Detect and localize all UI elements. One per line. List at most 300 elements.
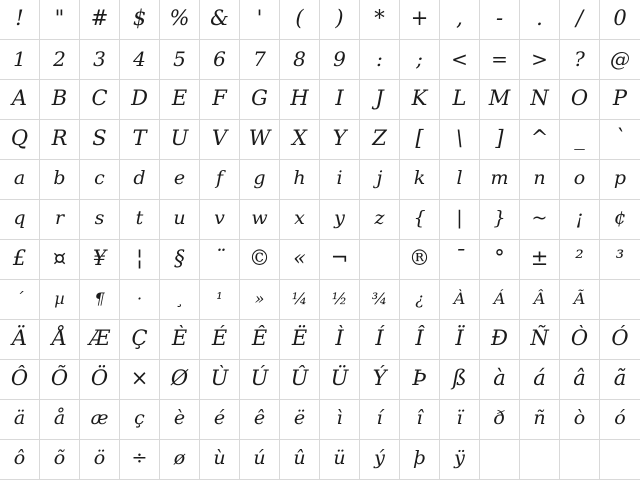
glyph-cell[interactable] bbox=[40, 0, 80, 40]
glyph-cell[interactable] bbox=[40, 120, 80, 160]
glyph-cell[interactable] bbox=[440, 0, 480, 40]
glyph-cell[interactable] bbox=[280, 40, 320, 80]
glyph-cell[interactable] bbox=[120, 0, 160, 40]
glyph-cell[interactable] bbox=[200, 0, 240, 40]
glyph-cell[interactable] bbox=[160, 440, 200, 480]
glyph: ê bbox=[253, 407, 266, 429]
glyph-cell[interactable] bbox=[120, 440, 160, 480]
glyph-cell[interactable] bbox=[360, 40, 400, 80]
glyph-cell[interactable] bbox=[480, 240, 520, 280]
glyph-cell[interactable] bbox=[520, 0, 560, 40]
glyph: û bbox=[293, 447, 306, 469]
glyph-cell[interactable] bbox=[200, 40, 240, 80]
glyph-cell[interactable] bbox=[80, 80, 120, 120]
glyph-cell[interactable] bbox=[600, 0, 640, 40]
glyph-cell[interactable] bbox=[440, 360, 480, 400]
glyph-cell[interactable] bbox=[0, 40, 40, 80]
glyph: Þ bbox=[412, 366, 427, 390]
glyph-cell[interactable] bbox=[600, 40, 640, 80]
glyph-cell[interactable] bbox=[320, 320, 360, 360]
glyph: í bbox=[376, 407, 383, 429]
glyph-cell[interactable] bbox=[200, 160, 240, 200]
glyph-cell[interactable] bbox=[480, 400, 520, 440]
glyph-cell[interactable] bbox=[80, 320, 120, 360]
glyph-cell[interactable] bbox=[600, 80, 640, 120]
glyph-cell[interactable] bbox=[560, 440, 600, 480]
glyph-cell[interactable] bbox=[0, 160, 40, 200]
glyph-cell[interactable] bbox=[80, 400, 120, 440]
glyph: J bbox=[375, 86, 384, 110]
glyph: : bbox=[376, 46, 383, 71]
glyph-cell[interactable] bbox=[240, 200, 280, 240]
glyph-cell[interactable] bbox=[480, 80, 520, 120]
glyph-cell[interactable] bbox=[400, 120, 440, 160]
glyph-cell[interactable] bbox=[360, 440, 400, 480]
glyph-cell[interactable] bbox=[160, 80, 200, 120]
glyph-cell[interactable] bbox=[400, 280, 440, 320]
glyph: É bbox=[211, 326, 228, 350]
glyph: a bbox=[13, 167, 26, 189]
glyph: 9 bbox=[333, 46, 346, 71]
glyph: ì bbox=[336, 407, 343, 429]
glyph-cell[interactable] bbox=[80, 360, 120, 400]
glyph-cell[interactable] bbox=[520, 120, 560, 160]
glyph: Ð bbox=[491, 326, 508, 350]
glyph: n bbox=[533, 167, 546, 189]
glyph-cell[interactable] bbox=[320, 440, 360, 480]
glyph: @ bbox=[610, 46, 630, 71]
glyph-cell[interactable] bbox=[240, 160, 280, 200]
glyph: Ø bbox=[170, 366, 189, 390]
glyph: ö bbox=[93, 447, 106, 469]
glyph-cell[interactable] bbox=[320, 200, 360, 240]
glyph-cell[interactable] bbox=[560, 0, 600, 40]
glyph: ± bbox=[530, 246, 549, 270]
glyph: ÷ bbox=[131, 447, 148, 469]
glyph-cell[interactable] bbox=[200, 320, 240, 360]
glyph: / bbox=[575, 6, 584, 30]
glyph-cell[interactable] bbox=[120, 200, 160, 240]
glyph: O bbox=[570, 86, 589, 110]
glyph-cell[interactable] bbox=[560, 280, 600, 320]
glyph-cell[interactable] bbox=[480, 0, 520, 40]
glyph: ³ bbox=[615, 246, 625, 270]
glyph-cell[interactable] bbox=[0, 0, 40, 40]
glyph: 2 bbox=[53, 46, 66, 71]
glyph-cell[interactable] bbox=[360, 0, 400, 40]
glyph: f bbox=[215, 167, 224, 189]
glyph: , bbox=[456, 6, 463, 30]
glyph: ¸ bbox=[175, 288, 184, 308]
glyph-cell[interactable] bbox=[560, 120, 600, 160]
glyph-cell[interactable] bbox=[0, 400, 40, 440]
glyph-cell[interactable] bbox=[0, 440, 40, 480]
glyph-cell[interactable] bbox=[520, 400, 560, 440]
glyph-cell[interactable] bbox=[520, 280, 560, 320]
glyph: ; bbox=[416, 46, 423, 71]
glyph-cell[interactable] bbox=[160, 400, 200, 440]
glyph: x bbox=[294, 207, 305, 229]
glyph-cell[interactable] bbox=[0, 80, 40, 120]
glyph: 0 bbox=[613, 6, 627, 30]
glyph: r bbox=[54, 207, 65, 229]
glyph: U bbox=[170, 126, 189, 150]
glyph: F bbox=[212, 86, 227, 110]
glyph-cell[interactable] bbox=[80, 40, 120, 80]
glyph-cell[interactable] bbox=[40, 360, 80, 400]
glyph: ' bbox=[256, 6, 263, 30]
glyph: I bbox=[335, 86, 344, 110]
glyph-cell[interactable] bbox=[440, 440, 480, 480]
glyph-cell[interactable] bbox=[240, 0, 280, 40]
glyph-cell[interactable] bbox=[600, 320, 640, 360]
glyph: 1 bbox=[13, 46, 26, 71]
glyph: · bbox=[136, 288, 143, 308]
glyph: Õ bbox=[50, 366, 69, 390]
glyph: Â bbox=[533, 288, 546, 308]
glyph-cell[interactable] bbox=[240, 120, 280, 160]
glyph: Ì bbox=[335, 326, 344, 350]
glyph-cell[interactable] bbox=[40, 280, 80, 320]
glyph-cell[interactable] bbox=[120, 360, 160, 400]
glyph-cell[interactable] bbox=[240, 400, 280, 440]
glyph-cell[interactable] bbox=[440, 400, 480, 440]
glyph-cell[interactable] bbox=[600, 400, 640, 440]
glyph: è bbox=[173, 407, 186, 429]
glyph-cell[interactable] bbox=[160, 120, 200, 160]
glyph-cell[interactable] bbox=[160, 40, 200, 80]
glyph: ã bbox=[613, 366, 627, 390]
glyph: e bbox=[173, 167, 186, 189]
glyph: Á bbox=[493, 288, 506, 308]
glyph: * bbox=[374, 6, 385, 30]
glyph-cell[interactable] bbox=[40, 80, 80, 120]
glyph-cell[interactable] bbox=[520, 360, 560, 400]
glyph: » bbox=[254, 288, 265, 308]
glyph: R bbox=[51, 126, 68, 150]
glyph-cell[interactable] bbox=[320, 360, 360, 400]
glyph-cell[interactable] bbox=[160, 240, 200, 280]
glyph: 6 bbox=[213, 46, 226, 71]
glyph-cell[interactable] bbox=[80, 160, 120, 200]
glyph-cell[interactable] bbox=[360, 360, 400, 400]
glyph: ^ bbox=[530, 126, 549, 150]
glyph: B bbox=[51, 86, 68, 110]
glyph: % bbox=[169, 6, 190, 30]
glyph: ² bbox=[575, 246, 584, 270]
glyph-cell[interactable] bbox=[160, 280, 200, 320]
glyph-cell[interactable] bbox=[0, 240, 40, 280]
glyph: ¥ bbox=[92, 246, 107, 270]
glyph-cell[interactable] bbox=[400, 200, 440, 240]
glyph: ] bbox=[495, 126, 504, 150]
glyph-cell[interactable] bbox=[400, 240, 440, 280]
glyph: M bbox=[488, 86, 511, 110]
glyph: m bbox=[490, 167, 509, 189]
glyph-cell[interactable] bbox=[360, 200, 400, 240]
glyph-cell[interactable] bbox=[560, 400, 600, 440]
glyph: ¼ bbox=[291, 288, 308, 308]
glyph-cell[interactable] bbox=[600, 160, 640, 200]
glyph-cell[interactable] bbox=[200, 280, 240, 320]
glyph-cell[interactable] bbox=[440, 160, 480, 200]
glyph-cell[interactable] bbox=[560, 40, 600, 80]
glyph-cell[interactable] bbox=[520, 320, 560, 360]
glyph: ¦ bbox=[135, 246, 144, 270]
glyph-cell[interactable] bbox=[240, 80, 280, 120]
glyph-cell[interactable] bbox=[280, 80, 320, 120]
glyph-cell[interactable] bbox=[560, 80, 600, 120]
glyph-cell[interactable] bbox=[360, 120, 400, 160]
glyph-cell[interactable] bbox=[480, 200, 520, 240]
glyph: ¡ bbox=[575, 207, 584, 229]
glyph-cell[interactable] bbox=[120, 40, 160, 80]
glyph: V bbox=[211, 126, 228, 150]
glyph-cell[interactable] bbox=[280, 400, 320, 440]
glyph: ÿ bbox=[454, 447, 465, 469]
glyph: ð bbox=[493, 407, 506, 429]
glyph-cell[interactable] bbox=[280, 320, 320, 360]
glyph: ß bbox=[452, 366, 467, 390]
glyph-cell[interactable] bbox=[80, 120, 120, 160]
glyph-cell[interactable] bbox=[280, 240, 320, 280]
glyph-cell[interactable] bbox=[120, 280, 160, 320]
glyph-cell[interactable] bbox=[240, 240, 280, 280]
glyph-cell[interactable] bbox=[160, 0, 200, 40]
glyph: « bbox=[293, 246, 306, 270]
glyph-cell[interactable] bbox=[40, 440, 80, 480]
glyph-cell[interactable] bbox=[520, 440, 560, 480]
glyph-cell[interactable] bbox=[400, 80, 440, 120]
glyph-cell[interactable] bbox=[480, 320, 520, 360]
glyph-cell[interactable] bbox=[320, 160, 360, 200]
glyph-cell[interactable] bbox=[480, 280, 520, 320]
glyph-cell[interactable] bbox=[40, 240, 80, 280]
glyph-cell[interactable] bbox=[160, 200, 200, 240]
glyph: " bbox=[54, 6, 65, 30]
glyph-cell[interactable] bbox=[240, 40, 280, 80]
glyph-cell[interactable] bbox=[400, 160, 440, 200]
glyph-cell[interactable] bbox=[400, 440, 440, 480]
glyph-cell[interactable] bbox=[160, 160, 200, 200]
glyph-cell[interactable] bbox=[120, 320, 160, 360]
glyph: Z bbox=[372, 126, 387, 150]
glyph-cell[interactable] bbox=[440, 80, 480, 120]
glyph-cell[interactable] bbox=[40, 200, 80, 240]
glyph: T bbox=[132, 126, 147, 150]
glyph: é bbox=[213, 407, 226, 429]
glyph-cell[interactable] bbox=[520, 40, 560, 80]
glyph-cell[interactable] bbox=[200, 200, 240, 240]
glyph: ¿ bbox=[415, 288, 424, 308]
glyph-cell[interactable] bbox=[200, 80, 240, 120]
glyph-cell[interactable] bbox=[400, 400, 440, 440]
glyph-cell[interactable] bbox=[560, 200, 600, 240]
glyph-cell[interactable] bbox=[0, 320, 40, 360]
glyph-cell[interactable] bbox=[200, 400, 240, 440]
glyph: © bbox=[249, 246, 270, 270]
glyph: [ bbox=[415, 126, 424, 150]
glyph: ¾ bbox=[371, 288, 388, 308]
glyph-cell[interactable] bbox=[0, 200, 40, 240]
glyph-cell[interactable] bbox=[520, 240, 560, 280]
glyph: ô bbox=[13, 447, 26, 469]
glyph-cell[interactable] bbox=[160, 320, 200, 360]
glyph-cell[interactable] bbox=[440, 120, 480, 160]
glyph-cell[interactable] bbox=[400, 320, 440, 360]
glyph-cell[interactable] bbox=[480, 40, 520, 80]
glyph: Î bbox=[415, 326, 424, 350]
glyph-cell[interactable] bbox=[200, 360, 240, 400]
glyph-cell[interactable] bbox=[360, 240, 400, 280]
glyph: ø bbox=[173, 447, 186, 469]
glyph-cell[interactable] bbox=[200, 240, 240, 280]
glyph: 8 bbox=[293, 46, 306, 71]
glyph: ü bbox=[333, 447, 346, 469]
glyph-cell[interactable] bbox=[280, 200, 320, 240]
glyph-cell[interactable] bbox=[40, 400, 80, 440]
glyph: t bbox=[135, 207, 144, 229]
glyph: ¨ bbox=[214, 246, 225, 270]
glyph-cell[interactable] bbox=[280, 160, 320, 200]
glyph-cell[interactable] bbox=[240, 440, 280, 480]
glyph: 5 bbox=[173, 46, 186, 71]
glyph-cell[interactable] bbox=[360, 280, 400, 320]
glyph: Ï bbox=[455, 326, 464, 350]
glyph: à bbox=[493, 366, 506, 390]
glyph-cell[interactable] bbox=[600, 280, 640, 320]
glyph: ú bbox=[253, 447, 266, 469]
glyph-cell[interactable] bbox=[520, 200, 560, 240]
glyph-cell[interactable] bbox=[80, 240, 120, 280]
glyph: G bbox=[251, 86, 268, 110]
glyph: Û bbox=[290, 366, 309, 390]
glyph: ( bbox=[295, 6, 304, 30]
glyph-cell[interactable] bbox=[40, 320, 80, 360]
glyph-cell[interactable] bbox=[520, 80, 560, 120]
glyph-cell[interactable] bbox=[80, 0, 120, 40]
glyph: ¹ bbox=[216, 288, 223, 308]
glyph-cell[interactable] bbox=[480, 440, 520, 480]
glyph: Ù bbox=[210, 366, 229, 390]
glyph: } bbox=[493, 207, 506, 229]
glyph-cell[interactable] bbox=[240, 320, 280, 360]
glyph: + bbox=[410, 6, 429, 30]
glyph-cell[interactable] bbox=[440, 200, 480, 240]
glyph-cell[interactable] bbox=[320, 280, 360, 320]
glyph: ó bbox=[614, 407, 626, 429]
glyph-cell[interactable] bbox=[440, 40, 480, 80]
glyph-cell[interactable] bbox=[440, 280, 480, 320]
glyph-cell[interactable] bbox=[240, 360, 280, 400]
glyph: E bbox=[171, 86, 188, 110]
glyph-cell[interactable] bbox=[600, 200, 640, 240]
glyph-cell[interactable] bbox=[200, 120, 240, 160]
glyph-cell[interactable] bbox=[560, 320, 600, 360]
glyph-cell[interactable] bbox=[560, 240, 600, 280]
glyph-cell[interactable] bbox=[320, 400, 360, 440]
glyph-cell[interactable] bbox=[440, 240, 480, 280]
glyph: D bbox=[131, 86, 148, 110]
glyph: ° bbox=[494, 246, 505, 270]
glyph-cell[interactable] bbox=[520, 160, 560, 200]
glyph-cell[interactable] bbox=[280, 360, 320, 400]
glyph-cell[interactable] bbox=[40, 40, 80, 80]
glyph-cell[interactable] bbox=[480, 120, 520, 160]
glyph-cell[interactable] bbox=[120, 400, 160, 440]
glyph: l bbox=[456, 167, 463, 189]
glyph-cell[interactable] bbox=[480, 360, 520, 400]
glyph-cell[interactable] bbox=[360, 80, 400, 120]
glyph-cell[interactable] bbox=[400, 0, 440, 40]
glyph-cell[interactable] bbox=[360, 320, 400, 360]
glyph: ý bbox=[374, 447, 385, 469]
glyph-cell[interactable] bbox=[320, 40, 360, 80]
glyph-cell[interactable] bbox=[40, 160, 80, 200]
glyph-cell[interactable] bbox=[320, 80, 360, 120]
glyph-cell[interactable] bbox=[120, 80, 160, 120]
glyph: Ü bbox=[330, 366, 349, 390]
glyph: o bbox=[573, 167, 586, 189]
glyph: Ç bbox=[131, 326, 148, 350]
glyph-cell[interactable] bbox=[280, 440, 320, 480]
glyph-cell[interactable] bbox=[400, 40, 440, 80]
glyph-cell[interactable] bbox=[360, 400, 400, 440]
glyph-cell[interactable] bbox=[560, 360, 600, 400]
glyph: j bbox=[376, 167, 383, 189]
glyph-cell[interactable] bbox=[600, 440, 640, 480]
glyph: w bbox=[251, 207, 268, 229]
glyph: z bbox=[374, 207, 385, 229]
glyph-cell[interactable] bbox=[280, 0, 320, 40]
glyph: ä bbox=[13, 407, 26, 429]
glyph: s bbox=[94, 207, 105, 229]
glyph-cell[interactable] bbox=[360, 160, 400, 200]
glyph-cell[interactable] bbox=[440, 320, 480, 360]
glyph-cell[interactable] bbox=[200, 440, 240, 480]
glyph-cell[interactable] bbox=[280, 120, 320, 160]
glyph: â bbox=[573, 366, 586, 390]
glyph: A bbox=[11, 86, 28, 110]
glyph-cell[interactable] bbox=[600, 360, 640, 400]
glyph-cell[interactable] bbox=[80, 200, 120, 240]
glyph-cell[interactable] bbox=[280, 280, 320, 320]
glyph: H bbox=[290, 86, 309, 110]
glyph-cell[interactable] bbox=[0, 360, 40, 400]
glyph-cell[interactable] bbox=[320, 240, 360, 280]
glyph-cell[interactable] bbox=[480, 160, 520, 200]
glyph-cell[interactable] bbox=[600, 120, 640, 160]
glyph-cell[interactable] bbox=[320, 0, 360, 40]
glyph-cell[interactable] bbox=[400, 360, 440, 400]
glyph-cell[interactable] bbox=[320, 120, 360, 160]
glyph-cell[interactable] bbox=[120, 160, 160, 200]
glyph-cell[interactable] bbox=[80, 440, 120, 480]
glyph: Æ bbox=[88, 326, 111, 350]
glyph-cell[interactable] bbox=[0, 120, 40, 160]
glyph: ç bbox=[134, 407, 145, 429]
glyph-cell[interactable] bbox=[240, 280, 280, 320]
glyph-cell[interactable] bbox=[0, 280, 40, 320]
glyph-cell[interactable] bbox=[80, 280, 120, 320]
glyph: _ bbox=[574, 126, 585, 150]
glyph-cell[interactable] bbox=[600, 240, 640, 280]
glyph: $ bbox=[132, 6, 147, 30]
glyph-cell[interactable] bbox=[560, 160, 600, 200]
glyph-cell[interactable] bbox=[120, 120, 160, 160]
glyph-cell[interactable] bbox=[160, 360, 200, 400]
glyph-cell[interactable] bbox=[120, 240, 160, 280]
